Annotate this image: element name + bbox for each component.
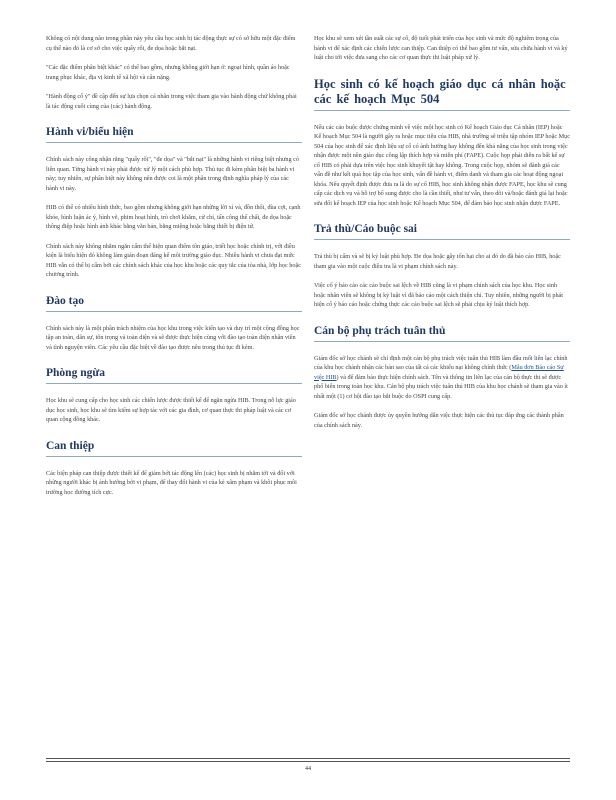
paragraph: "Các đặc điểm phân biệt khác" có thể bao gồm, nhưng không giới hạn ở: ngoại hình, quần áo hoặc trang phục khác, địa vị kinh tế xã hội và cân nặng. — [46, 64, 290, 81]
section-heading-iep-504: Học sinh có kế hoạch giáo dục cá nhân hoặc các kế hoạch Mục 504 — [314, 77, 570, 111]
paragraph: Nếu các cáo buộc được chứng minh về việc một học sinh có Kế hoạch Giáo dục Cá nhân (IEP) hoặc Kế hoạch Mục 504 là người gây ra hoặc mục tiêu của HIB, nhà trường sẽ triệu tập nhóm IEP hoặc Mục 504 của học sinh để xác định liệu sự cố có ảnh hưởng hay không đến khả năng của học sinh trong việc nhận được một nền giáo dục công lập thích hợp và miễn phí (FAPE). Cuộc họp phải diễn ra bất kể sự cố HIB có phải dựa trên việc học sinh khuyết tật hay không. Trong cuộc họp, nhóm sẽ đánh giá các vấn đề như kết quả học tập của học sinh, vấn đề hành vi, điểm danh và tham gia các hoạt động ngoại khóa. Nếu quyết định được đưa ra là do sự cố HIB, học sinh không nhận được FAPE, học khu sẽ cung cấp các dịch vụ và hỗ trợ bổ sung được cho là cần thiết, như tư vấn, theo dõi và/hoặc đánh giá lại hoặc sửa đổi kế hoạch IEP của học sinh hoặc Kế hoạch Mục 504, để đảm bảo học sinh nhận được FAPE. — [314, 123, 570, 207]
hib-incident-report-form-link[interactable]: Mẫu đơn Báo cáo Sự việc HIB — [314, 364, 564, 381]
paragraph: Chính sách này không nhằm ngăn cấm thể hiện quan điểm tôn giáo, triết học hoặc chính trị, với điều kiện là biểu hiện đó không làm gián đoạn đáng kể môi trường giáo dục. Nhiều hành vi chưa đạt mức HIB vẫn có thể bị cấm bởi các chính sách khác của học khu hoặc các quy tắc của tòa nhà, lớp học hoặc chương trình. — [46, 242, 301, 278]
page-number: 44 — [305, 766, 311, 772]
left-column — [46, 34, 302, 507]
paragraph: Học khu sẽ xem xét tần suất các sự cố, độ tuổi phát triển của học sinh và mức độ nghiêm trọng của hành vi để xác định các chiến lược can thiệp. Can thiệp có thể bao gồm tư vấn, sửa chữa hành vi và kỷ luật cho tới việc đưa sang cho các cơ quan thực thi luật pháp xử lý. — [314, 35, 568, 61]
section-heading-prevention: Phòng ngừa — [46, 366, 302, 384]
section-heading-compliance-officer: Cán bộ phụ trách tuân thủ — [314, 324, 570, 342]
paragraph: Giám đốc sở học chánh được ủy quyền hướng dẫn việc thực hiện các thủ tục đáp ứng các thành phần của chính sách này. — [314, 412, 564, 429]
footer-divider — [46, 758, 570, 759]
paragraph: Chính sách này công nhận rằng "quấy rối", "đe dọa" và "bắt nạt" là những hành vi riêng biệt nhưng có liên quan. Từng hành vi này phải được xử lý một cách phù hợp. Thủ tục đi kèm phân biệt ba hành vi này; tuy nhiên, sự phân biệt này không nên được coi là một phân trong định nghĩa pháp lý của các hành vi này. — [46, 156, 299, 192]
paragraph-text: ) và để đảm bảo thực hiện chính sách. Tên và thông tin liên lạc của cán bộ thực thi sẽ được phổ biến trong toàn học khu. Cán bộ phụ trách việc tuân thủ HIB của khu học chánh sẽ tham gia vào ít nhất một (1) cơ hội đào tạo bắt buộc do OSPI cung cấp. — [314, 373, 568, 400]
paragraph: Học khu sẽ cung cấp cho học sinh các chiến lược được thiết kế để ngăn ngừa HIB. Trong nỗ lực giáo dục học sinh, học khu sẽ tìm kiếm sự hợp tác với các gia đình, cơ quan thực thi pháp luật và các cơ quan cộng đồng khác. — [46, 397, 296, 423]
section-heading-behavior: Hành vi/biểu hiện — [46, 125, 302, 143]
section-heading-training: Đào tạo — [46, 294, 302, 312]
paragraph-with-link — [314, 354, 570, 402]
paragraph: Việc cố ý báo cáo các cáo buộc sai lệch về HIB cũng là vi phạm chính sách của học khu. Học sinh hoặc nhân viên sẽ không bị kỷ luật vì đã báo cáo một cách thiện chí. Tuy nhiên, những người bị phát hiện cố ý báo cáo hoặc chứng thực các cáo buộc sai lệch sẽ phải chịu kỷ luật thích hợp. — [314, 282, 564, 308]
section-heading-retaliation: Trả thù/Cáo buộc sai — [314, 222, 570, 240]
footer-divider — [46, 761, 570, 762]
paragraph: "Hành động cố ý" đề cập đến sự lựa chọn cá nhân trong việc tham gia vào hành động chứ không phải là tác động cuối cùng của (các) hành động. — [46, 93, 297, 110]
paragraph: Chính sách này là một phần trách nhiệm của học khu trong việc kiến tạo và duy trì một cộng đồng học tập an toàn, dân sự, tôn trọng và toàn diện và sẽ được thực hiện cùng với đào tạo toàn diện nhân viên và tình nguyện viên. Các yêu cầu đặc biệt về đào tạo được nêu trong thủ tục đi kèm. — [46, 324, 300, 351]
paragraph: Các biện pháp can thiệp được thiết kế để giảm bớt tác động lên (các) học sinh bị nhắm tới và đối với những người khác bị ảnh hưởng bởi vi phạm, để thay đổi hành vi của kẻ xâm phạm và khôi phục môi trường học đường tích cực. — [46, 469, 297, 496]
paragraph: HIB có thể có nhiều hình thức, bao gồm nhưng không giới hạn những lời xỉ vả, đồn thổi, đùa cợt, cạnh khóe, hình luận ác ý, hình vẽ, phim hoạt hình, trò chơi khăm, cử chỉ, tấn công thể chất, đe dọa hoặc thông điệp hoặc hình ảnh khác bằng văn bản, bằng miệng hoặc bằng thiết bị điện tử. — [46, 204, 301, 230]
paragraph-text: Giám đốc sở học chánh sẽ chỉ định một cán bộ phụ trách việc tuân thủ HIB làm đầu mối liên lạc chính của khu học chánh nhận các bản sao của tất cả các khiếu nại không chính thức ( — [314, 354, 568, 371]
paragraph: Không có nội dung nào trong phần này yêu cầu học sinh bị tác động thực sự có sở hữu một đặc điểm cụ thể nào đó là cơ sở cho việc quấy rối, đe dọa hoặc bắt nạt. — [46, 35, 296, 52]
right-column — [314, 34, 570, 440]
paragraph: Trả thù bị cấm và sẽ bị kỷ luật phù hợp. Đe dọa hoặc gây tổn hại cho ai đó do đã báo cáo HIB, hoặc tham gia vào một cuộc điều tra là vi phạm chính sách này. — [314, 253, 561, 270]
section-heading-intervention: Can thiệp — [46, 439, 302, 457]
